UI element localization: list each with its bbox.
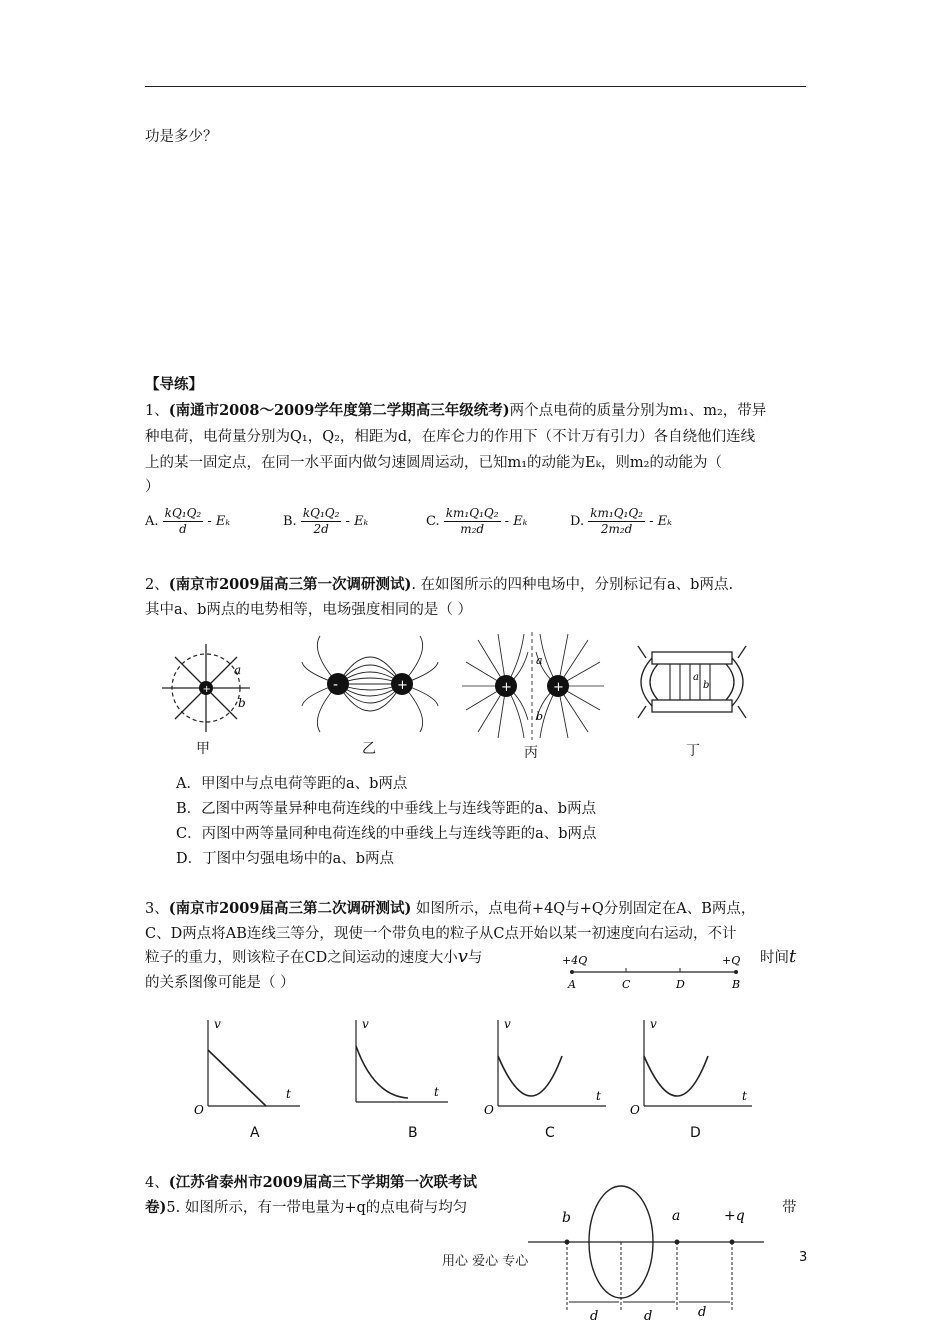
footer-center: 用心 爱心 专心 [442,1254,529,1269]
option-label: B. [283,514,297,529]
fraction-denominator: m₂d [460,522,485,536]
q2-line2: 其中a、b两点的电势相等，电场强度相同的是（ ） [145,602,473,618]
section-title: 【导练】 [145,376,203,393]
point-c-label: C [622,978,631,991]
q3-line4: 的关系图像可能是（ ） [145,975,295,991]
label-b: b [536,710,544,723]
option-fraction [588,506,645,537]
axis-t-label: t [434,1085,439,1099]
q2-line1 [145,572,733,598]
figure-caption-ding: 丁 [686,743,700,759]
symbol-v: v [457,946,468,967]
fraction-numerator: km₁Q₁Q₂ [445,506,499,520]
axis-v-label: v [362,1017,369,1031]
label-d: d [698,1305,707,1320]
option-tail: - Eₖ [207,514,231,529]
option-label: D. [570,514,585,529]
plus-sign: + [501,680,512,695]
q4-prefix: 4、 [145,1175,169,1191]
figure-caption-jia: 甲 [196,741,210,757]
graph-option-a [192,1016,302,1117]
graph-caption-c: C [545,1125,555,1141]
graph-caption-d: D [690,1125,701,1141]
q1-line1 [145,398,766,424]
q1-prefix: 1、 [145,403,169,419]
q1-line3: 上的某一固定点，在同一水平面内做匀速圆周运动，已知m₁的动能为Eₖ，则m₂的动能为（ [145,455,722,471]
q3-line3-time [760,944,796,971]
q3-line3 [145,944,482,971]
point-a-label: A [568,978,576,991]
label-b: b [703,680,710,691]
figure-bing-like-charges [458,632,608,740]
label-a: a [536,654,543,667]
point-d-label: D [676,978,685,991]
q4-line2-rest: 5. 如图所示，有一带电量为+q的点电荷与均匀 [166,1200,468,1216]
plus-sign: + [397,678,408,693]
graph-option-d [628,1016,756,1117]
q1-option-c [426,506,527,537]
q3-prefix: 3、 [145,901,169,917]
fraction-denominator: 2d [313,522,329,536]
q3-source: (南京市2009届高三第二次调研测试) [168,900,412,917]
q2-option-c: C．丙图中两等量同种电荷连线的中垂线上与连线等距的a、b两点 [176,826,597,842]
q1-option-a [145,506,230,537]
axis-t-label: t [742,1089,747,1103]
option-fraction [301,506,342,537]
option-label: A. [145,514,159,529]
fraction-numerator: km₁Q₁Q₂ [590,506,643,520]
q2-line1-rest: . 在如图所示的四种电场中，分别标记有a、b两点. [411,577,734,593]
fraction-numerator: kQ₁Q₂ [164,506,202,520]
q1-line1-rest: 两个点电荷的质量分别为m₁、m₂，带异 [509,403,767,419]
label-b: b [562,1210,571,1226]
figure-caption-bing: 丙 [524,745,538,761]
plus-sign: + [553,680,564,695]
q2-prefix: 2、 [145,577,169,593]
axis-t-label: t [286,1087,291,1101]
figure-caption-yi: 乙 [362,741,376,757]
point-b-label: B [732,978,741,991]
option-label: C. [426,514,440,529]
figure-yi-opposite-charges [300,632,440,737]
label-d: d [644,1309,653,1324]
charge-right-label: +Q [722,954,741,967]
graph-caption-a: A [250,1125,260,1141]
label-a: a [234,663,242,677]
origin-label: O [630,1103,640,1117]
q3-line2: C、D两点将AB连线三等分，现使一个带负电的粒子从C点开始以某一初速度向右运动，不计 [145,926,737,942]
fraction-numerator: kQ₁Q₂ [302,506,340,520]
graph-caption-b: B [408,1125,418,1141]
q1-line2: 种电荷，电荷量分别为Q₁，Q₂，相距为d，在库仑力的作用下（不计万有引力）各自绕他们连线 [145,429,756,445]
page-number: 3 [799,1250,808,1265]
figure-jia-point-charge [158,640,258,740]
axis-v-label: v [504,1017,511,1031]
fraction-denominator: d [179,522,187,536]
q4-source-line2: 卷) [145,1199,167,1216]
q1-option-d [570,506,672,537]
label-charge-q: +q [724,1208,745,1224]
q2-option-b: B．乙图中两等量异种电荷连线的中垂线上与连线等距的a、b两点 [176,801,597,817]
figure-charges-on-line [560,952,750,992]
label-d: d [590,1309,599,1324]
q3-line1 [145,896,755,922]
graph-option-b [340,1016,450,1114]
label-a: a [693,672,699,683]
charge-left-label: +4Q [562,954,588,967]
q1-line4: ） [145,479,160,495]
q3-line1-rest: 如图所示，点电荷+4Q与+Q分别固定在A、B两点， [411,901,756,917]
option-fraction [163,506,204,537]
option-tail: - Eₖ [504,514,528,529]
q4-line1 [145,1170,477,1196]
axis-t-label: t [596,1089,601,1103]
q3-line3-and: 与 [467,950,483,966]
q4-line2 [145,1195,467,1221]
figure-ring-and-charge [528,1182,768,1342]
symbol-t: t [789,946,797,967]
axis-v-label: v [650,1017,657,1031]
q3-time-text: 时间 [760,950,789,966]
figure-ding-uniform-field [636,638,748,728]
q4-tail: 带 [782,1200,797,1216]
graph-option-c [482,1016,610,1117]
q2-source: (南京市2009届高三第一次调研测试) [168,576,412,593]
axis-v-label: v [214,1017,221,1031]
q4-source-line1: (江苏省泰州市2009届高三下学期第一次联考试 [168,1174,477,1191]
origin-label: O [484,1103,494,1117]
option-tail: - Eₖ [649,514,672,529]
q2-option-d: D．丁图中匀强电场中的a、b两点 [176,851,395,867]
q3-line3-text: 粒子的重力，则该粒子在CD之间运动的速度大小 [145,950,458,966]
q1-source: (南通市2008～2009学年度第二学期高三年级统考) [168,402,510,419]
q1-option-b [283,506,368,537]
label-a: a [672,1208,681,1224]
plus-sign: + [202,684,211,695]
option-fraction [444,506,501,537]
header-rule [145,86,806,87]
fraction-denominator: 2m₂d [600,522,633,536]
option-tail: - Eₖ [345,514,369,529]
intro-line: 功是多少？ [145,129,218,145]
q2-option-a: A．甲图中与点电荷等距的a、b两点 [176,776,408,792]
label-b: b [238,696,246,710]
origin-label: O [194,1103,204,1117]
minus-sign: - [333,677,339,693]
